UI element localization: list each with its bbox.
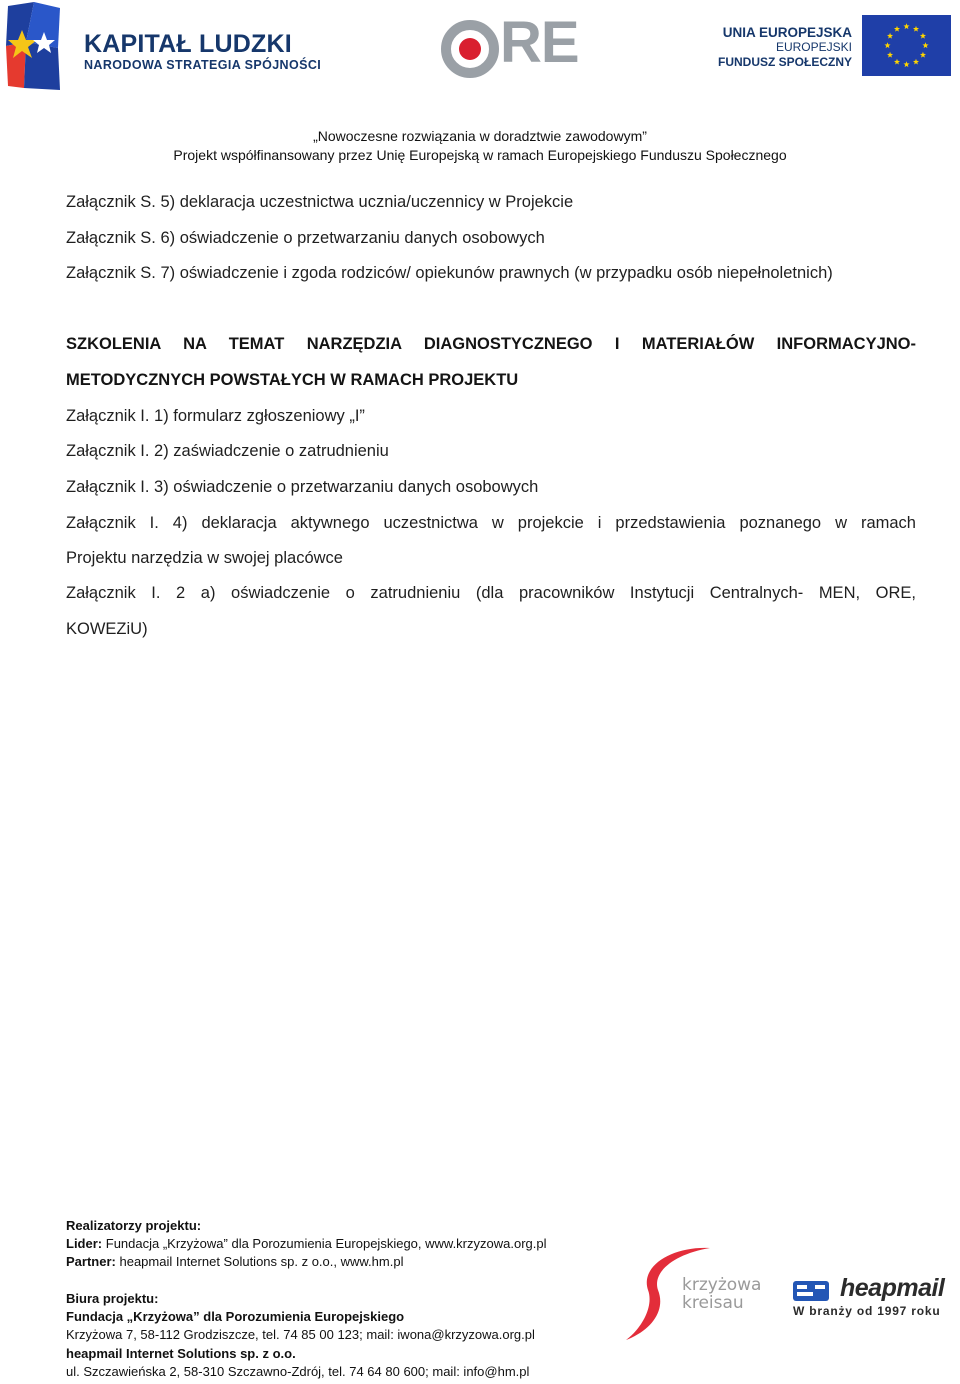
attachment-i3: Załącznik I. 3) oświadczenie o przetwarzaniu danych osobowych	[66, 478, 539, 496]
heapmail-tagline: W branży od 1997 roku	[793, 1304, 941, 1318]
attachment-s5: Załącznik S. 5) deklaracja uczestnictwa ucznia/uczennicy w Projekcie	[66, 193, 574, 211]
footer-office2-address: ul. Szczawieńska 2, 58-310 Szczawno-Zdrój, tel. 74 64 80 600; mail: info@hm.pl	[66, 1364, 530, 1379]
kapital-ludzki-logo-icon	[4, 2, 62, 90]
eu-label-line1: UNIA EUROPEJSKA	[722, 25, 852, 40]
footer-office1-address: Krzyżowa 7, 58-112 Grodziszcze, tel. 74 85 00 123; mail: iwona@krzyzowa.org.pl	[66, 1327, 535, 1342]
eu-label-line2: EUROPEJSKI	[775, 40, 852, 54]
section-heading-line1: SZKOLENIA NA TEMAT NARZĘDZIA DIAGNOSTYCZNEGO I MATERIAŁÓW INFORMACYJNO-	[66, 335, 916, 353]
footer-office1-name: Fundacja „Krzyżowa” dla Porozumienia Europejskiego	[66, 1309, 405, 1324]
section-heading-line2: METODYCZNYCH POWSTAŁYCH W RAMACH PROJEKTU	[66, 371, 519, 389]
krzyzowa-logo-line1: krzyżowa	[682, 1275, 762, 1295]
attachment-i1: Załącznik I. 1) formularz zgłoszeniowy „I”	[66, 407, 365, 425]
footer-lider-label: Lider:	[66, 1236, 103, 1251]
footer-partner-value: heapmail Internet Solutions sp. z o.o., www.hm.pl	[119, 1254, 404, 1269]
krzyzowa-logo-text	[682, 1276, 761, 1312]
footer-lider-value: Fundacja „Krzyżowa” dla Porozumienia Europejskiego, www.krzyzowa.org.pl	[105, 1236, 547, 1251]
ore-wordmark: RE	[500, 10, 579, 75]
attachment-i4-line2: Projektu narzędzia w swojej placówce	[66, 549, 343, 567]
footer-biura-label: Biura projektu:	[66, 1291, 159, 1306]
attachment-i2: Załącznik I. 2) zaświadczenie o zatrudnieniu	[66, 442, 389, 460]
heapmail-logo-icon	[793, 1278, 837, 1304]
kapital-ludzki-subtitle: NARODOWA STRATEGIA SPÓJNOŚCI	[84, 58, 322, 72]
footer-partner-label: Partner:	[66, 1254, 116, 1269]
attachment-s7: Załącznik S. 7) oświadczenie i zgoda rodziców/ opiekunów prawnych (w przypadku osób niepełnoletnich)	[66, 264, 833, 282]
footer-partner	[66, 1253, 403, 1271]
krzyzowa-logo-line2: kreisau	[682, 1293, 744, 1313]
attachment-i2a-line2: KOWEZiU)	[66, 620, 148, 638]
footer-office2-name: heapmail Internet Solutions sp. z o.o.	[66, 1346, 296, 1361]
heapmail-logo-wordmark: heapmail	[840, 1274, 945, 1302]
project-title: „Nowoczesne rozwiązania w doradztwie zawodowym”	[313, 128, 647, 144]
attachment-i4-line1: Załącznik I. 4) deklaracja aktywnego uczestnictwa w projekcie i przedstawienia poznanego w ramach	[66, 514, 916, 532]
eu-flag-icon	[862, 15, 951, 76]
eu-label-line3: FUNDUSZ SPOŁECZNY	[717, 55, 852, 69]
footer-lider	[66, 1235, 547, 1253]
attachment-s6: Załącznik S. 6) oświadczenie o przetwarzaniu danych osobowych	[66, 229, 545, 247]
ore-logo-icon	[440, 19, 500, 79]
footer-realizatorzy-label: Realizatorzy projektu:	[66, 1218, 202, 1233]
eu-label	[700, 25, 852, 70]
cofinancing-statement: Projekt współfinansowany przez Unię Europejską w ramach Europejskiego Funduszu Społecznego	[173, 147, 787, 163]
attachment-i2a-line1: Załącznik I. 2 a) oświadczenie o zatrudnieniu (dla pracowników Instytucji Centralnych- MEN, ORE,	[66, 584, 916, 602]
kapital-ludzki-title: KAPITAŁ LUDZKI	[84, 30, 292, 58]
